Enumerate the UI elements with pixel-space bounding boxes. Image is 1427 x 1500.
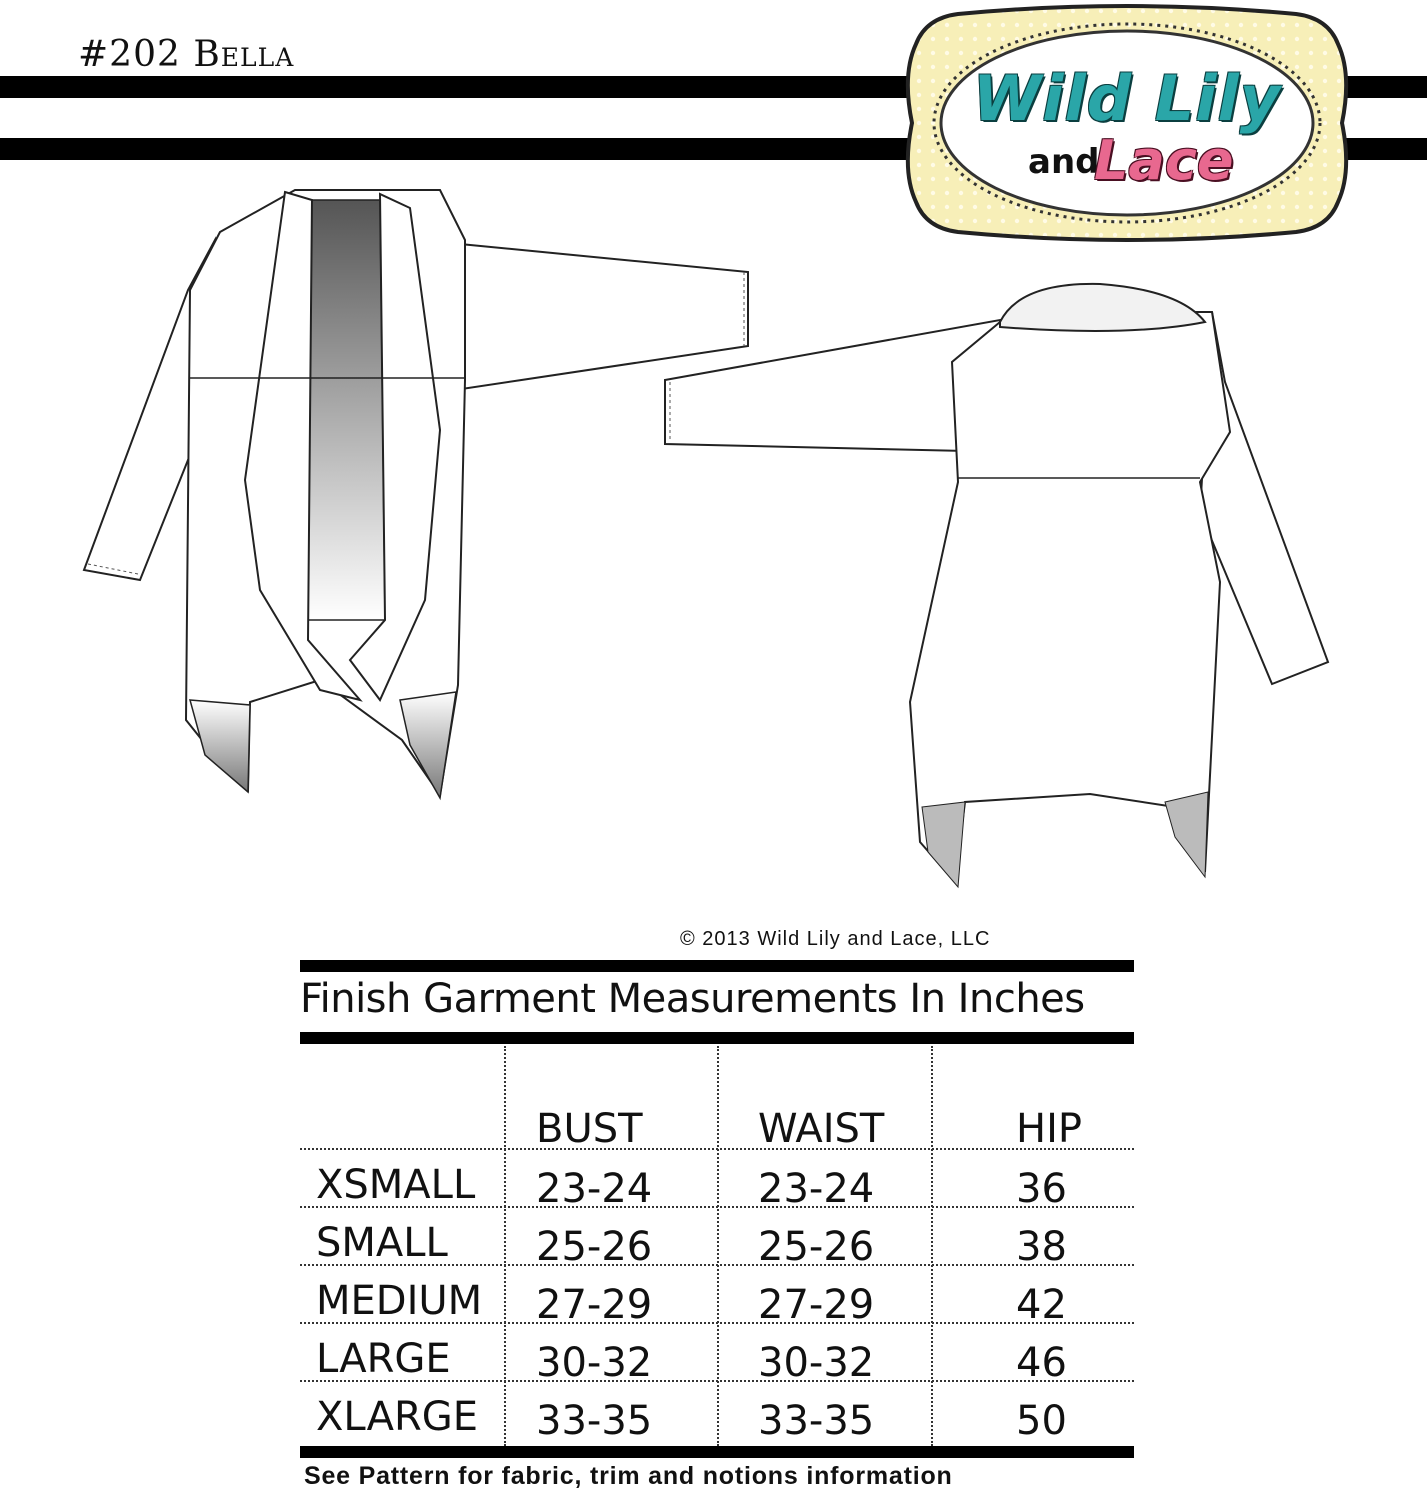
cell-bust: 23-24 xyxy=(536,1166,653,1212)
column-divider-2 xyxy=(717,1046,719,1446)
cell-bust: 30-32 xyxy=(536,1340,653,1386)
cell-hip: 42 xyxy=(1016,1282,1067,1328)
logo-text-wild-lily: Wild Lily xyxy=(972,62,1282,135)
cell-bust: 33-35 xyxy=(536,1398,653,1444)
cell-bust: 27-29 xyxy=(536,1282,653,1328)
cell-waist: 30-32 xyxy=(758,1340,875,1386)
cell-hip: 38 xyxy=(1016,1224,1067,1270)
size-label-small: SMALL xyxy=(316,1220,448,1266)
logo-text-lace: Lace xyxy=(1094,129,1234,192)
table-rule-header xyxy=(300,1032,1134,1044)
cell-waist: 33-35 xyxy=(758,1398,875,1444)
cell-hip: 36 xyxy=(1016,1166,1067,1212)
size-label-xsmall: XSMALL xyxy=(316,1162,476,1208)
column-header-waist: WAIST xyxy=(758,1106,885,1152)
footer-note: See Pattern for fabric, trim and notions information xyxy=(304,1462,953,1490)
logo-text-and: and xyxy=(1028,142,1100,182)
size-label-medium: MEDIUM xyxy=(316,1278,483,1324)
table-title: Finish Garment Measurements In Inches xyxy=(300,976,1085,1022)
cell-waist: 23-24 xyxy=(758,1166,875,1212)
table-rule-bottom xyxy=(300,1446,1134,1458)
column-header-bust: BUST xyxy=(536,1106,643,1152)
garment-back-sketch xyxy=(660,282,1340,902)
column-divider-3 xyxy=(931,1046,933,1446)
table-rule-top xyxy=(300,960,1134,972)
cell-hip: 46 xyxy=(1016,1340,1067,1386)
column-divider-1 xyxy=(504,1046,506,1446)
cell-waist: 27-29 xyxy=(758,1282,875,1328)
copyright-notice: © 2013 Wild Lily and Lace, LLC xyxy=(680,928,991,950)
cell-waist: 25-26 xyxy=(758,1224,875,1270)
brand-logo xyxy=(898,4,1356,242)
column-header-hip: HIP xyxy=(1016,1106,1082,1152)
size-label-xlarge: XLARGE xyxy=(316,1394,479,1440)
pattern-title: #202 Bella xyxy=(78,34,295,75)
row-divider xyxy=(300,1148,1134,1150)
cell-hip: 50 xyxy=(1016,1398,1067,1444)
cell-bust: 25-26 xyxy=(536,1224,653,1270)
size-label-large: LARGE xyxy=(316,1336,451,1382)
